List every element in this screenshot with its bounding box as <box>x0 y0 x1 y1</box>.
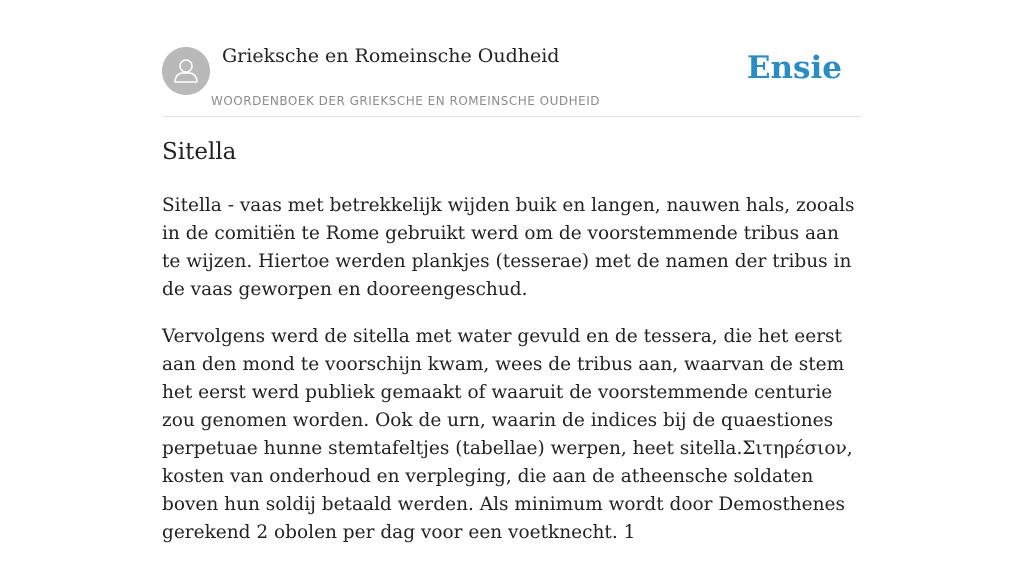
entry-paragraph: Vervolgens werd de sitella met water gevuld en de tessera, die het eerst aan den mond te voorschijn kwam, wees de tribus aan, waarvan de stem het eerst werd publiek gemaakt of waaruit de voorstemmende centurie zou genomen worden. Ook de urn, waarin de indices bij de quaestiones perpetuae hunne stemtafeltjes (tabellae) werpen, heet sitella.Σιτηρέσιον, kosten van onderhoud en verpleging, die aan de atheensche soldaten boven hun soldij betaald werden. Als minimum wordt door Demosthenes gerekend 2 obolen per dag voor een voetknecht. 1 <box>162 326 853 543</box>
ensie-logo-link[interactable]: Ensie <box>746 50 842 86</box>
page-container <box>162 0 862 543</box>
dictionary-subtitle: WOORDENBOEK DER GRIEKSCHE EN ROMEINSCHE OUDHEID <box>211 94 601 108</box>
user-placeholder-icon[interactable] <box>162 47 210 95</box>
entry-paragraph: Sitella - vaas met betrekkelijk wijden buik en langen, nauwen hals, zooals in de comitiën te Rome gebruikt werd om de voorstemmende tribus aan te wijzen. Hiertoe werden plankjes (tesserae) met de namen der tribus in de vaas geworpen en dooreengeschud. <box>162 195 855 300</box>
entry-content <box>162 192 862 566</box>
entry-title: Sitella <box>162 139 237 165</box>
dictionary-header <box>162 0 862 117</box>
dictionary-title[interactable]: Grieksche en Romeinsche Oudheid <box>222 45 560 67</box>
